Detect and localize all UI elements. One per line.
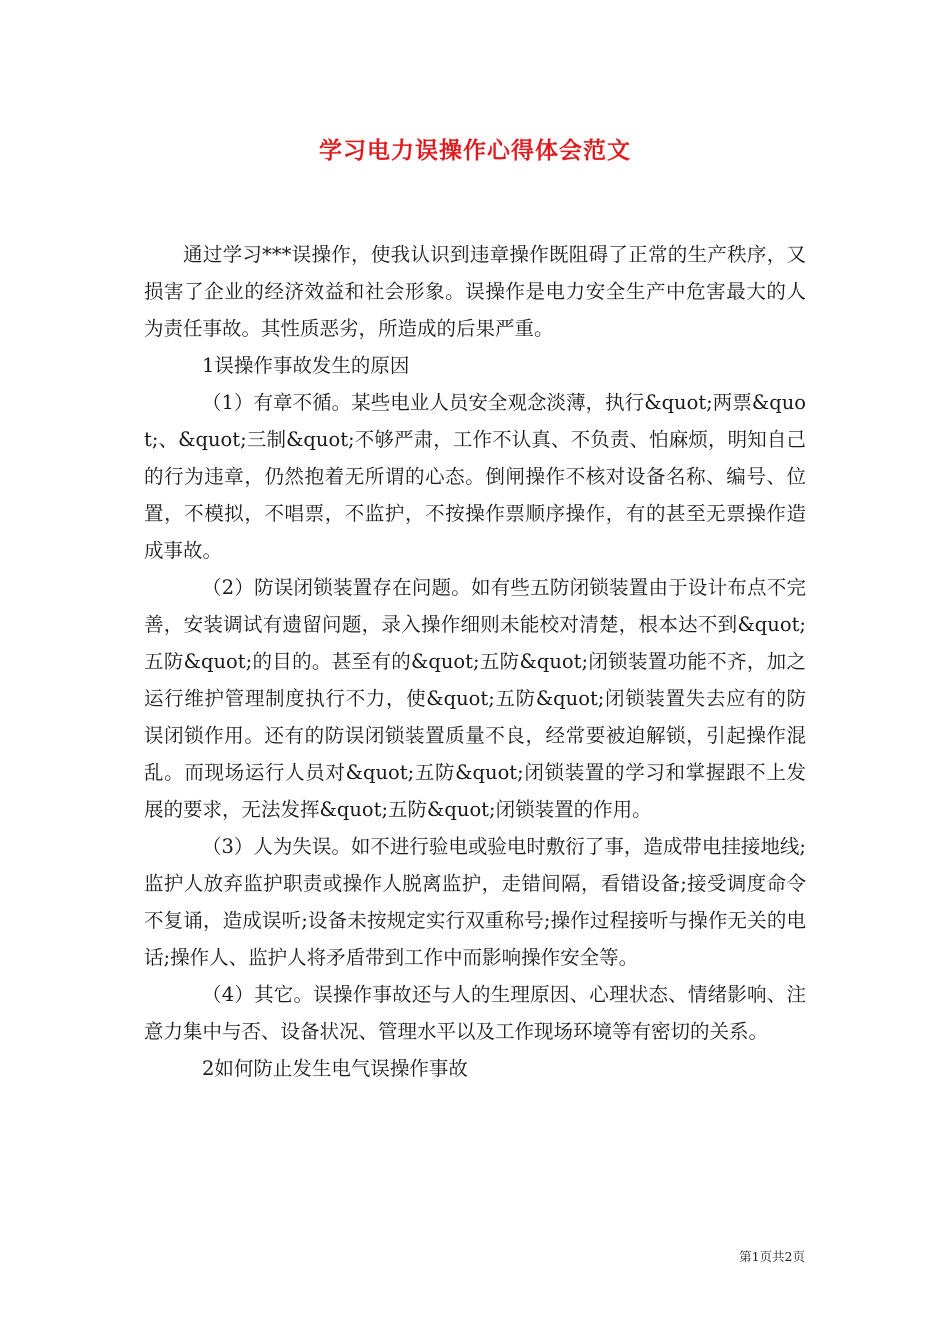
paragraph-intro: 通过学习***误操作，使我认识到违章操作既阻碍了正常的生产秩序，又损害了企业的经济效益和社会形象。误操作是电力安全生产中危害最大的人为责任事故。其性质恶劣，所造成的后果严重。 <box>144 243 806 340</box>
section-heading-1: 1误操作事故发生的原因 <box>202 354 410 377</box>
section-heading-2: 2如何防止发生电气误操作事故 <box>202 1057 468 1080</box>
paragraph-item-3: （3）人为失误。如不进行验电或验电时敷衍了事，造成带电挂接地线;监护人放弃监护职责或操作人脱离监护，走错间隔，看错设备;接受调度命令不复诵，造成误听;设备未按规定实行双重称号;操作过程接听与操作无关的电话;操作人、监护人将矛盾带到工作中而影响操作安全等。 <box>144 835 806 969</box>
paragraph-item-1: （1）有章不循。某些电业人员安全观念淡薄，执行&quot;两票&quot;、&quot;三制&quot;不够严肃，工作不认真、不负责、怕麻烦，明知自己的行为违章，仍然抱着无所谓的心态。倒闸操作不核对设备名称、编号、位置，不模拟，不唱票，不监护，不按操作票顺序操作，有的甚至无票操作造成事故。 <box>144 391 806 562</box>
paragraph-item-4: （4）其它。误操作事故还与人的生理原因、心理状态、情绪影响、注意力集中与否、设备状况、管理水平以及工作现场环境等有密切的关系。 <box>144 983 806 1043</box>
document-title: 学习电力误操作心得体会范文 <box>319 137 631 164</box>
document-body <box>144 236 806 1087</box>
paragraph-item-2: （2）防误闭锁装置存在问题。如有些五防闭锁装置由于设计布点不完善，安装调试有遗留问题，录入操作细则未能校对清楚，根本达不到&quot;五防&quot;的目的。甚至有的&quot;五防&quot;闭锁装置功能不齐，加之运行维护管理制度执行不力，使&quot;五防&quot;闭锁装置失去应有的防误闭锁作用。还有的防误闭锁装置质量不良，经常要被迫解锁，引起操作混乱。而现场运行人员对&quot;五防&quot;闭锁装置的学习和掌握跟不上发展的要求，无法发挥&quot;五防&quot;闭锁装置的作用。 <box>144 576 806 821</box>
page-number: 第1页共2页 <box>739 1249 805 1264</box>
